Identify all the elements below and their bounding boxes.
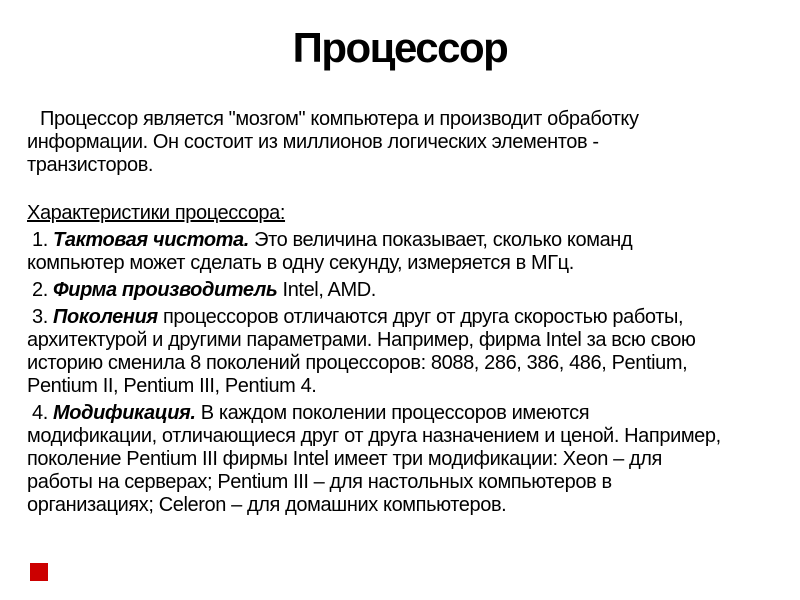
item-1-text: Это величина показывает, сколько команд компьютер может сделать в одну секунду, измеряется в МГц. (27, 229, 633, 274)
characteristics-heading-line (27, 202, 722, 225)
item-4-term: Модификация. (47, 402, 196, 424)
slide-body (27, 108, 722, 521)
intro-paragraph: Процессор является "мозгом" компьютера и производит обработку информации. Он состоит из миллионов логических элементов - транзисторов. (27, 108, 639, 176)
list-item-4 (27, 402, 722, 517)
item-3-text: процессоров отличаются друг от друга скоростью работы, архитектурой и другими параметрами. Например, фирма Intel за всю свою историю сменила 8 поколений процессоров: 8088, 286, 386, 486, Pentium, Pentium II, Pentium III, Pentium 4. (27, 306, 696, 397)
slide-accent-marker (30, 563, 48, 581)
item-2-term: Фирма производитель (47, 279, 278, 301)
item-1-term: Тактовая чистота. (47, 229, 249, 251)
list-item-3 (27, 306, 722, 398)
list-item-1 (27, 229, 722, 275)
characteristics-heading: Характеристики процессора: (27, 202, 286, 224)
item-2-text: Intel, AMD. (277, 279, 376, 301)
item-3-number: 3. (32, 306, 48, 328)
list-item-2 (27, 279, 722, 302)
item-1-number: 1. (32, 229, 48, 251)
item-4-number: 4. (32, 402, 48, 424)
slide-title: Процессор (292, 24, 508, 71)
item-4-text: В каждом поколении процессоров имеются модификации, отличающиеся друг от друга назначением и ценой. Например, поколение Pentium III фирмы Intel имеет три модификации: Xeon – для работы на серверах; Pentium III – для настольных компьютеров в организациях; Celeron – для домашних компьютеров. (27, 402, 721, 516)
item-3-term: Поколения (47, 306, 158, 328)
item-2-number: 2. (32, 279, 48, 301)
